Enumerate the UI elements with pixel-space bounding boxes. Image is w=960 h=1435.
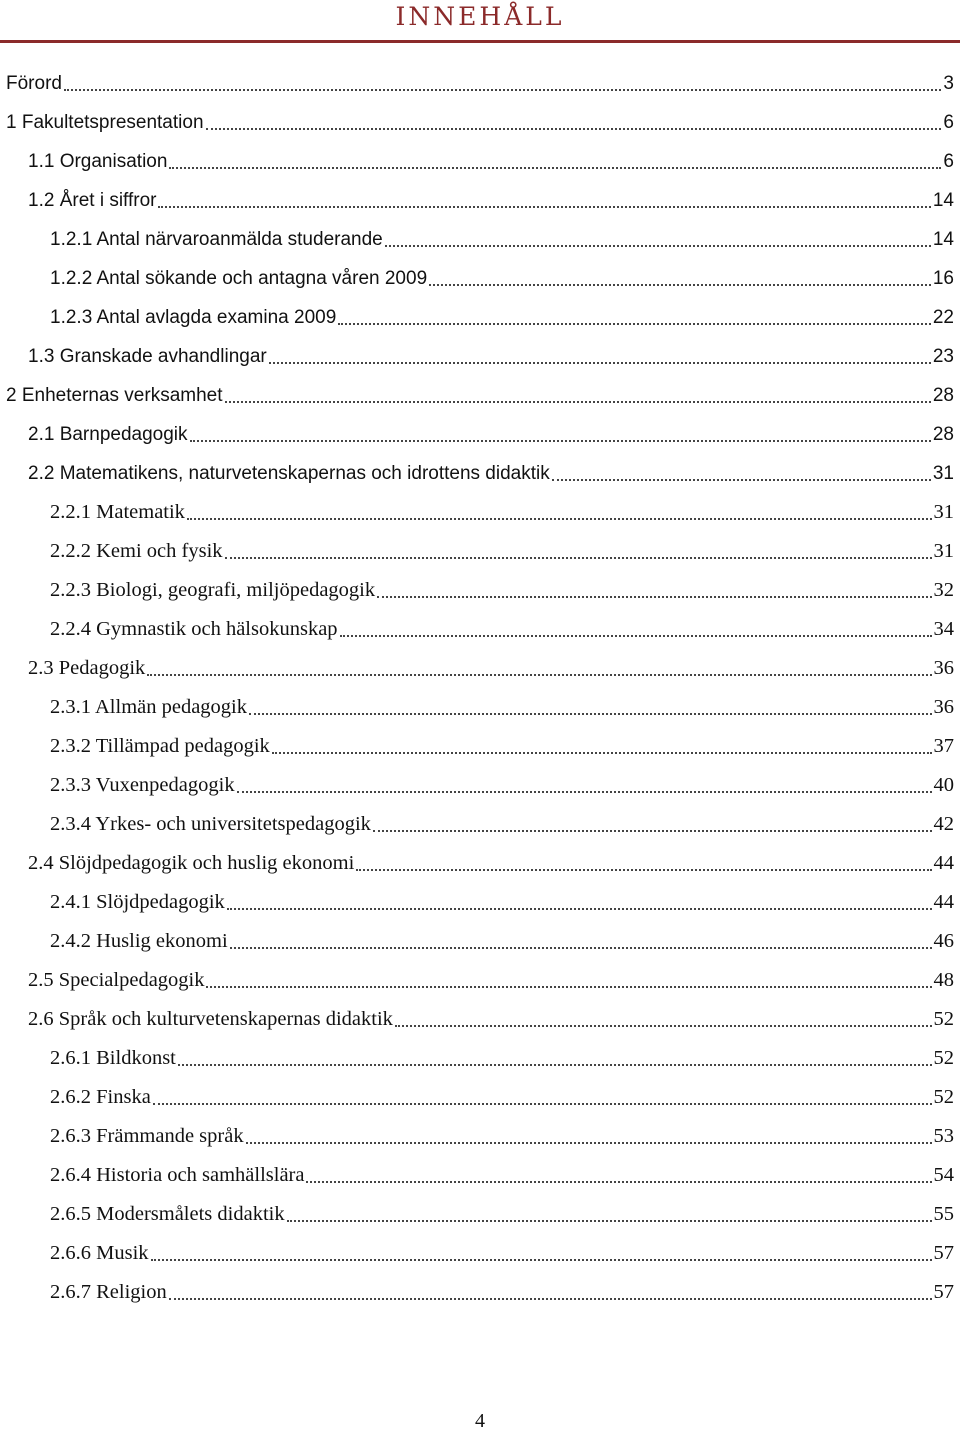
toc-entry-page: 54 [933, 1164, 954, 1186]
toc-entry[interactable] [50, 881, 954, 920]
toc-entry-label: 2.6 Språk och kulturvetenskapernas didaktik [28, 1008, 393, 1030]
toc-entry-label: 2.3.3 Vuxenpedagogik [50, 774, 235, 796]
toc-entry-label: 2.3.1 Allmän pedagogik [50, 696, 248, 718]
toc-entry-label: 2.4 Slöjdpedagogik och huslig ekonomi [28, 852, 355, 874]
toc-entry-label: 2.1 Barnpedagogik [28, 424, 188, 445]
toc-entry-page: 55 [933, 1203, 954, 1225]
toc-entry[interactable] [28, 413, 954, 452]
toc-entry[interactable] [28, 335, 954, 374]
toc-leader-dots [272, 752, 932, 754]
toc-leader-dots [153, 1103, 932, 1105]
toc-entry-page: 40 [933, 774, 954, 796]
toc-entry[interactable] [50, 1232, 954, 1271]
toc-entry[interactable] [28, 647, 954, 686]
toc-entry[interactable] [50, 296, 954, 335]
toc-entry-label: 2.3.4 Yrkes- och universitetspedagogik [50, 813, 371, 835]
toc-entry-label: 1.1 Organisation [28, 151, 168, 172]
toc-entry-label: 1 Fakultetspresentation [6, 112, 204, 133]
toc-leader-dots [178, 1064, 932, 1066]
toc-entry-page: 28 [932, 385, 954, 406]
toc-entry-label: 2.6.5 Modersmålets didaktik [50, 1203, 285, 1225]
toc-entry-page: 44 [933, 891, 954, 913]
toc-entry-label: 2.2.4 Gymnastik och hälsokunskap [50, 618, 338, 640]
toc-entry-page: 57 [933, 1281, 954, 1303]
toc-entry[interactable] [50, 530, 954, 569]
toc-entry-label: 2.3.2 Tillämpad pedagogik [50, 735, 270, 757]
toc-leader-dots [237, 791, 932, 793]
toc-entry-label: 2.4.1 Slöjdpedagogik [50, 891, 225, 913]
toc-entry-label: 2.2.2 Kemi och fysik [50, 540, 223, 562]
toc-entry-page: 48 [933, 969, 954, 991]
toc-entry[interactable] [50, 491, 954, 530]
toc-entry-label: Förord [6, 73, 62, 94]
toc-leader-dots [190, 440, 931, 442]
toc-entry[interactable] [6, 62, 954, 101]
toc-entry-label: 2.6.3 Främmande språk [50, 1125, 244, 1147]
toc-entry-page: 16 [932, 268, 954, 289]
toc-entry[interactable] [28, 179, 954, 218]
toc-leader-dots [169, 167, 941, 169]
toc-entry-page: 57 [933, 1242, 954, 1264]
toc-heading: INNEHÅLL [395, 2, 565, 31]
toc-entry-page: 14 [932, 229, 954, 250]
toc-leader-dots [206, 128, 942, 130]
toc-entry[interactable] [50, 1115, 954, 1154]
toc-leader-dots [147, 674, 931, 676]
toc-entry[interactable] [28, 998, 954, 1037]
toc-entry-label: 2.6.4 Historia och samhällslära [50, 1164, 305, 1186]
toc-entry-page: 3 [943, 73, 954, 94]
toc-entry[interactable] [28, 140, 954, 179]
toc-entry-page: 42 [933, 813, 954, 835]
toc-entry[interactable] [50, 608, 954, 647]
toc-leader-dots [395, 1025, 932, 1027]
toc-leader-dots [338, 323, 931, 325]
toc-entry-label: 1.3 Granskade avhandlingar [28, 346, 267, 367]
toc-leader-dots [227, 908, 932, 910]
toc-leader-dots [287, 1220, 932, 1222]
toc-entry-label: 1.2.2 Antal sökande och antagna våren 2009 [50, 268, 428, 289]
toc-leader-dots [306, 1181, 931, 1183]
toc-entry-page: 31 [933, 501, 954, 523]
toc-entry-page: 6 [943, 151, 954, 172]
toc-leader-dots [225, 401, 931, 403]
toc-entry[interactable] [50, 257, 954, 296]
heading-rule [0, 40, 960, 43]
toc-entry-page: 52 [933, 1086, 954, 1108]
toc-leader-dots [246, 1142, 932, 1144]
toc-entry-page: 31 [933, 540, 954, 562]
toc-entry-page: 22 [932, 307, 954, 328]
toc-entry[interactable] [50, 1271, 954, 1310]
toc-leader-dots [552, 479, 931, 481]
toc-entry-label: 2.6.6 Musik [50, 1242, 149, 1264]
toc-entry-page: 36 [933, 696, 954, 718]
toc-leader-dots [356, 869, 931, 871]
toc-entry-label: 1.2.3 Antal avlagda examina 2009 [50, 307, 337, 328]
toc-entry[interactable] [28, 959, 954, 998]
toc-leader-dots [230, 947, 932, 949]
toc-entry-page: 14 [932, 190, 954, 211]
toc-leader-dots [385, 245, 931, 247]
toc-entry[interactable] [50, 1076, 954, 1115]
toc-entry-page: 34 [933, 618, 954, 640]
toc-entry[interactable] [50, 803, 954, 842]
toc-entry-page: 44 [933, 852, 954, 874]
toc-leader-dots [377, 596, 931, 598]
toc-leader-dots [373, 830, 932, 832]
toc-leader-dots [151, 1259, 932, 1261]
toc-entry-page: 52 [933, 1047, 954, 1069]
toc-entry[interactable] [50, 218, 954, 257]
toc-entry-label: 2 Enheternas verksamhet [6, 385, 223, 406]
toc-entry[interactable] [28, 842, 954, 881]
toc-entry-label: 2.6.1 Bildkonst [50, 1047, 176, 1069]
toc-leader-dots [225, 557, 932, 559]
toc-entry-page: 53 [933, 1125, 954, 1147]
toc-entry-page: 36 [933, 657, 954, 679]
toc-entry[interactable] [50, 1193, 954, 1232]
toc-entry-page: 28 [932, 424, 954, 445]
toc-entry-label: 2.3 Pedagogik [28, 657, 146, 679]
toc-entry-page: 31 [932, 463, 954, 484]
toc-entry[interactable] [6, 374, 954, 413]
toc-leader-dots [340, 635, 932, 637]
toc-entry-page: 6 [943, 112, 954, 133]
toc-leader-dots [249, 713, 931, 715]
toc-entry-page: 37 [933, 735, 954, 757]
toc-entry[interactable] [50, 1037, 954, 1076]
toc-entry-label: 2.2.3 Biologi, geografi, miljöpedagogik [50, 579, 376, 601]
toc-entry-page: 52 [933, 1008, 954, 1030]
toc-entry-label: 2.6.2 Finska [50, 1086, 151, 1108]
toc-entry-label: 1.2 Året i siffror [28, 190, 157, 211]
toc-leader-dots [158, 206, 930, 208]
toc-entry-label: 2.5 Specialpedagogik [28, 969, 205, 991]
toc-entry-label: 1.2.1 Antal närvaroanmälda studerande [50, 229, 383, 250]
toc-leader-dots [64, 89, 941, 91]
toc-entry[interactable] [50, 686, 954, 725]
toc-entry[interactable] [50, 920, 954, 959]
toc-entry-label: 2.6.7 Religion [50, 1281, 167, 1303]
toc-entry-page: 23 [932, 346, 954, 367]
toc-entry-page: 32 [933, 579, 954, 601]
toc-entry[interactable] [50, 569, 954, 608]
toc-leader-dots [169, 1298, 932, 1300]
toc-entry-label: 2.2 Matematikens, naturvetenskapernas och idrottens didaktik [28, 463, 550, 484]
toc-leader-dots [429, 284, 931, 286]
toc-entry-page: 46 [933, 930, 954, 952]
page-number: 4 [475, 1410, 485, 1432]
toc-leader-dots [187, 518, 932, 520]
toc-entry-label: 2.2.1 Matematik [50, 501, 185, 523]
toc-leader-dots [206, 986, 931, 988]
toc-entry[interactable] [50, 1154, 954, 1193]
toc-entry[interactable] [6, 101, 954, 140]
toc-entry[interactable] [50, 764, 954, 803]
toc-leader-dots [269, 362, 931, 364]
toc-entry[interactable] [28, 452, 954, 491]
toc-entry[interactable] [50, 725, 954, 764]
toc-entry-label: 2.4.2 Huslig ekonomi [50, 930, 228, 952]
